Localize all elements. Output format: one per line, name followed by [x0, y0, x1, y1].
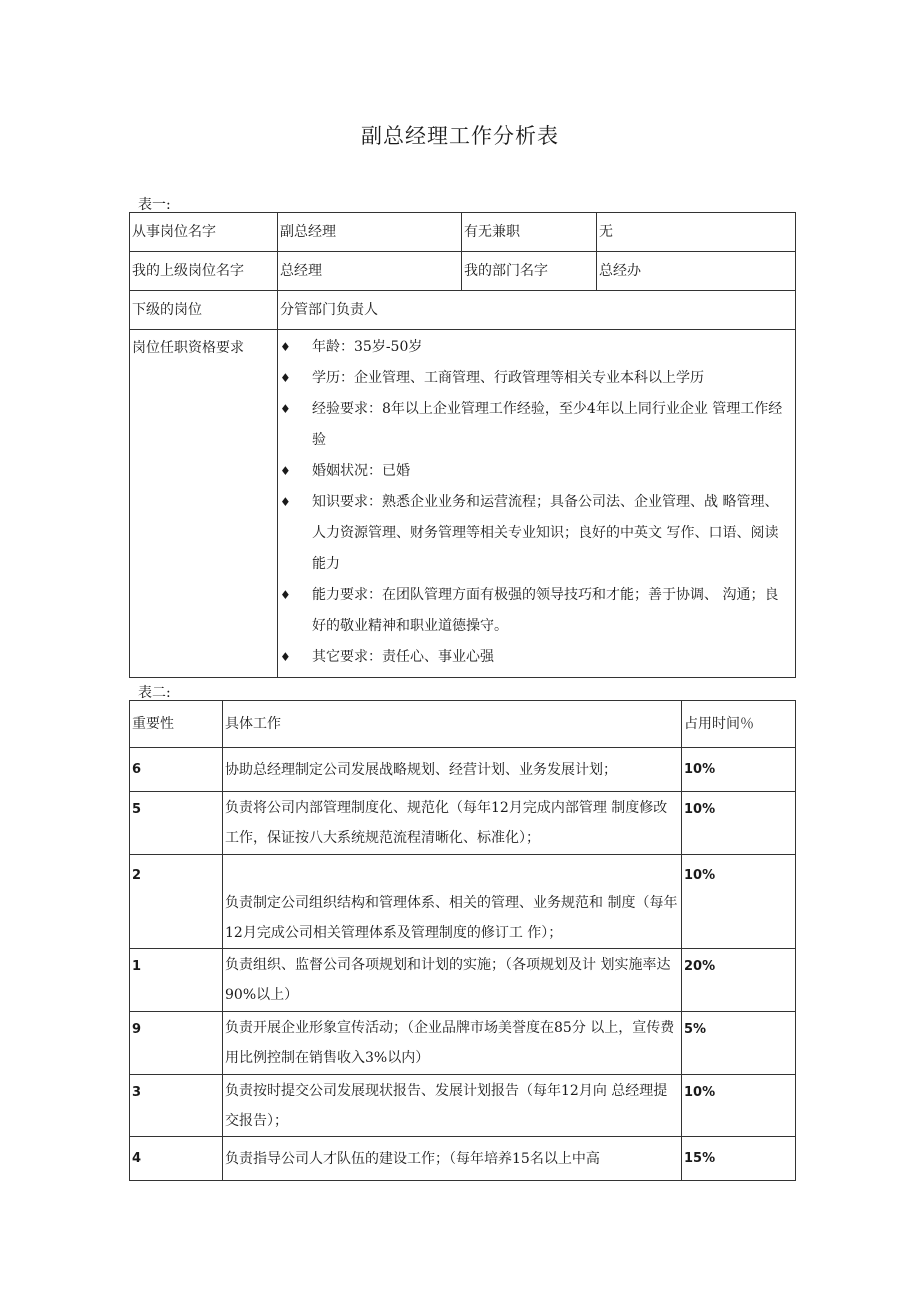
table-row — [130, 213, 796, 252]
table-row — [130, 1137, 796, 1181]
qualification-other: 其它要求：责任心、事业心强 — [312, 649, 494, 665]
work-cell: 负责制定公司组织结构和管理体系、相关的管理、业务规范和 制度（每年12月完成公司相关管理体系及管理制度的修订工 作）； — [223, 855, 682, 949]
work-cell: 负责开展企业形象宣传活动；（企业品牌市场美誉度在85分 以上，宣传费用比例控制在销售收入3%以内） — [223, 1012, 682, 1075]
table-row — [130, 252, 796, 291]
time-cell: 5% — [682, 1012, 796, 1075]
table-row — [130, 330, 796, 678]
diamond-bullet-icon: ♦ — [280, 495, 291, 509]
table-row — [130, 291, 796, 330]
work-cell: 协助总经理制定公司发展战略规划、经营计划、业务发展计划； — [223, 748, 682, 792]
diamond-bullet-icon: ♦ — [280, 464, 291, 478]
duties-table — [129, 700, 796, 1181]
table-row — [130, 949, 796, 1012]
job-title-label: 从事岗位名字 — [130, 213, 278, 252]
table-row — [130, 855, 796, 949]
time-cell: 10% — [682, 855, 796, 949]
concurrent-post-value: 无 — [597, 213, 796, 252]
department-label: 我的部门名字 — [462, 252, 597, 291]
concurrent-post-label: 有无兼职 — [462, 213, 597, 252]
diamond-bullet-icon: ♦ — [280, 650, 291, 664]
work-cell: 负责组织、监督公司各项规划和计划的实施；（各项规划及计 划实施率达90%以上） — [223, 949, 682, 1012]
time-cell: 10% — [682, 748, 796, 792]
qualifications-label: 岗位任职资格要求 — [130, 330, 278, 678]
header-time: 占用时间％ — [682, 701, 796, 748]
table-header-row — [130, 701, 796, 748]
time-cell: 10% — [682, 1075, 796, 1137]
superior-value: 总经理 — [278, 252, 462, 291]
importance-cell: 5 — [130, 792, 223, 855]
time-cell: 15% — [682, 1137, 796, 1181]
table-row — [130, 1075, 796, 1137]
list-item — [280, 363, 789, 394]
page-title: 副总经理工作分析表 — [361, 124, 559, 148]
importance-cell: 4 — [130, 1137, 223, 1181]
time-cell: 20% — [682, 949, 796, 1012]
list-item — [280, 456, 789, 487]
table-row — [130, 792, 796, 855]
superior-label: 我的上级岗位名字 — [130, 252, 278, 291]
importance-cell: 6 — [130, 748, 223, 792]
importance-cell: 2 — [130, 855, 223, 949]
table-row — [130, 1012, 796, 1075]
work-cell: 负责按时提交公司发展现状报告、发展计划报告（每年12月向 总经理提交报告）； — [223, 1075, 682, 1137]
table2-caption: 表二: — [138, 685, 171, 701]
list-item — [280, 580, 789, 642]
importance-cell: 9 — [130, 1012, 223, 1075]
qualification-experience: 经验要求：8年以上企业管理工作经验，至少4年以上同行业企业 管理工作经验 — [312, 401, 783, 448]
diamond-bullet-icon: ♦ — [280, 588, 291, 602]
qualification-ability: 能力要求：在团队管理方面有极强的领导技巧和才能；善于协调、 沟通；良好的敬业精神和职业道德操守。 — [312, 587, 779, 634]
table-row — [130, 748, 796, 792]
qualification-knowledge: 知识要求：熟悉企业业务和运营流程；具备公司法、企业管理、战 略管理、人力资源管理、财务管理等相关专业知识；良好的中英文 写作、口语、阅读能力 — [312, 494, 779, 572]
list-item — [280, 487, 789, 580]
diamond-bullet-icon: ♦ — [280, 371, 291, 385]
department-value: 总经办 — [597, 252, 796, 291]
time-cell: 10% — [682, 792, 796, 855]
importance-cell: 1 — [130, 949, 223, 1012]
header-work: 具体工作 — [223, 701, 682, 748]
job-info-table — [129, 212, 796, 678]
diamond-bullet-icon: ♦ — [280, 340, 291, 354]
qualification-education: 学历：企业管理、工商管理、行政管理等相关专业本科以上学历 — [312, 370, 704, 386]
subordinate-label: 下级的岗位 — [130, 291, 278, 330]
work-cell: 负责将公司内部管理制度化、规范化（每年12月完成内部管理 制度修改工作，保证按八大系统规范流程清晰化、标准化）； — [223, 792, 682, 855]
list-item — [280, 332, 789, 363]
table1-caption: 表一: — [138, 197, 171, 213]
subordinate-value: 分管部门负责人 — [278, 291, 796, 330]
diamond-bullet-icon: ♦ — [280, 402, 291, 416]
qualification-marital-status: 婚姻状况：已婚 — [312, 463, 410, 479]
list-item — [280, 642, 789, 673]
qualification-age: 年龄：35岁-50岁 — [312, 339, 423, 355]
job-title-value: 副总经理 — [278, 213, 462, 252]
list-item — [280, 394, 789, 456]
work-cell: 负责指导公司人才队伍的建设工作；（每年培养15名以上中高 — [223, 1137, 682, 1181]
header-importance: 重要性 — [130, 701, 223, 748]
qualifications-list — [278, 330, 796, 678]
importance-cell: 3 — [130, 1075, 223, 1137]
